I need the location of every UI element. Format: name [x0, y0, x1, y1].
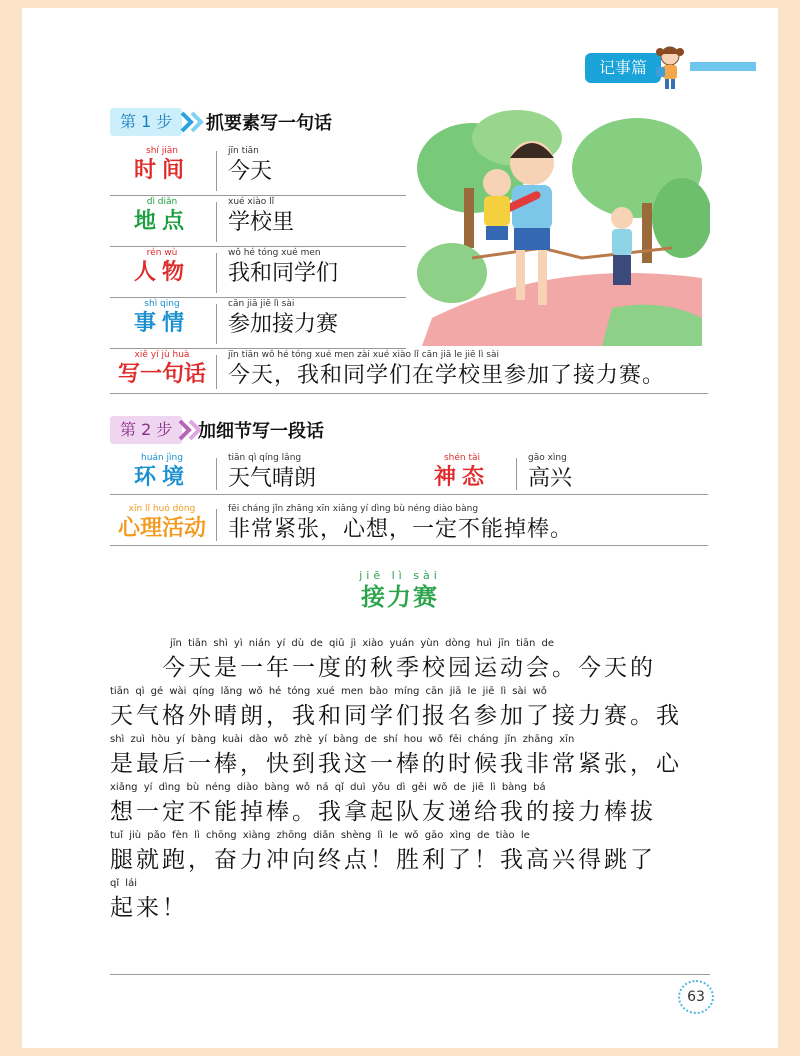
value-environment: 天气晴朗 [228, 466, 317, 491]
label-pinyin: xīn lǐ huó dòng [128, 504, 196, 514]
row-place [110, 196, 406, 247]
label-pinyin: huán jìng [141, 453, 183, 463]
label-pinyin: shí jiān [146, 146, 178, 156]
row-psychology [110, 503, 708, 546]
value-pinyin: wǒ hé tóng xué men [228, 248, 321, 258]
story-pinyin: qǐ lái [110, 878, 137, 889]
story-pinyin: tiān qì gé wài qíng lǎng wǒ hé tóng xué men bào míng cān jiā le jiē lì sài wǒ [110, 686, 547, 697]
story-pinyin: xiǎng yí dìng bù néng diào bàng wǒ ná qǐ duì yǒu dì gěi wǒ de jiē lì bàng bá [110, 782, 546, 793]
step1-badge: 第 1 步 [110, 108, 182, 136]
label-pinyin: dì diǎn [146, 197, 178, 207]
label-pinyin: shì qing [144, 299, 180, 309]
value-pinyin: jīn tiān wǒ hé tóng xué men zài xué xiào lǐ cān jiā le jiē lì sài [228, 350, 499, 360]
story-line-1 [110, 636, 710, 684]
step2-header [110, 416, 410, 444]
step2-title: 加细节写一段话 [198, 421, 324, 442]
value-place: 学校里 [228, 210, 295, 235]
value-time: 今天 [228, 159, 273, 184]
story-line-6 [110, 876, 710, 924]
story-title-pinyin: jiē lì sài [359, 569, 441, 582]
value-expression: 高兴 [528, 466, 573, 491]
story-text: 想一定不能掉棒。我拿起队友递给我的接力棒拔 [110, 799, 656, 825]
page-number: 63 [678, 980, 714, 1014]
story-text: 天气格外晴朗，我和同学们报名参加了接力赛。我 [110, 703, 682, 729]
story-pinyin: jīn tiān shì yì nián yí dù de qiū jì xiào yuán yùn dòng huì jīn tiān de [170, 638, 555, 649]
mascot-girl-icon [650, 42, 690, 92]
label-pinyin: xiě yí jù huà [134, 350, 190, 360]
chevron-right-icon [180, 111, 206, 133]
label-psychology: 心理活动 [117, 516, 206, 541]
label-event: 事情 [133, 311, 190, 336]
row-sentence [110, 349, 708, 394]
row-time [110, 145, 406, 196]
story-text: 腿就跑，奋力冲向终点！胜利了！我高兴得跳了 [110, 847, 656, 873]
section-tag: 记事篇 [585, 53, 661, 83]
story-text: 今天是一年一度的秋季校园运动会。今天的 [110, 655, 656, 681]
value-pinyin: gāo xìng [528, 453, 567, 463]
value-people: 我和同学们 [228, 261, 339, 286]
step1-title: 抓要素写一句话 [206, 113, 332, 134]
step2-badge: 第 2 步 [110, 416, 182, 444]
story-text: 起来！ [110, 895, 188, 921]
value-sentence: 今天，我和同学们在学校里参加了接力赛。 [228, 363, 666, 388]
row-event [110, 298, 406, 349]
label-pinyin: shén tài [443, 453, 481, 463]
value-pinyin: fēi cháng jǐn zhāng xīn xiǎng yí dìng bù néng diào bàng [228, 504, 479, 514]
story-title [340, 570, 460, 612]
story-line-2 [110, 684, 710, 732]
header-stripe [690, 62, 756, 71]
label-people: 人物 [133, 260, 190, 285]
story-line-3 [110, 732, 710, 780]
value-psychology: 非常紧张，心想，一定不能掉棒。 [228, 517, 574, 542]
label-environment: 环境 [133, 465, 190, 490]
story-pinyin: tuǐ jiù pǎo fèn lì chōng xiàng zhōng diǎn shèng lì le wǒ gāo xìng de tiào le [110, 830, 530, 841]
label-time: 时间 [133, 158, 190, 183]
label-pinyin: rén wù [146, 248, 178, 258]
value-pinyin: cān jiā jiē lì sài [228, 299, 295, 309]
story-text: 是最后一棒，快到我这一棒的时候我非常紧张，心 [110, 751, 682, 777]
label-place: 地点 [133, 209, 190, 234]
story-title-text: 接力赛 [361, 583, 439, 611]
row-env-mood [110, 452, 708, 495]
step1-header [110, 108, 410, 136]
story-line-4 [110, 780, 710, 828]
story-line-5 [110, 828, 710, 876]
row-people [110, 247, 406, 298]
label-expression: 神态 [433, 465, 490, 490]
footer-divider [110, 974, 710, 975]
label-sentence: 写一句话 [117, 362, 206, 387]
value-pinyin: xué xiào lǐ [228, 197, 275, 207]
value-pinyin: tiān qì qíng lǎng [228, 453, 302, 463]
story-pinyin: shì zuì hòu yí bàng kuài dào wǒ zhè yí bàng de shí hou wǒ fēi cháng jǐn zhāng xīn [110, 734, 575, 745]
relay-race-illustration [412, 108, 710, 346]
value-event: 参加接力赛 [228, 312, 339, 337]
value-pinyin: jīn tiān [228, 146, 259, 156]
